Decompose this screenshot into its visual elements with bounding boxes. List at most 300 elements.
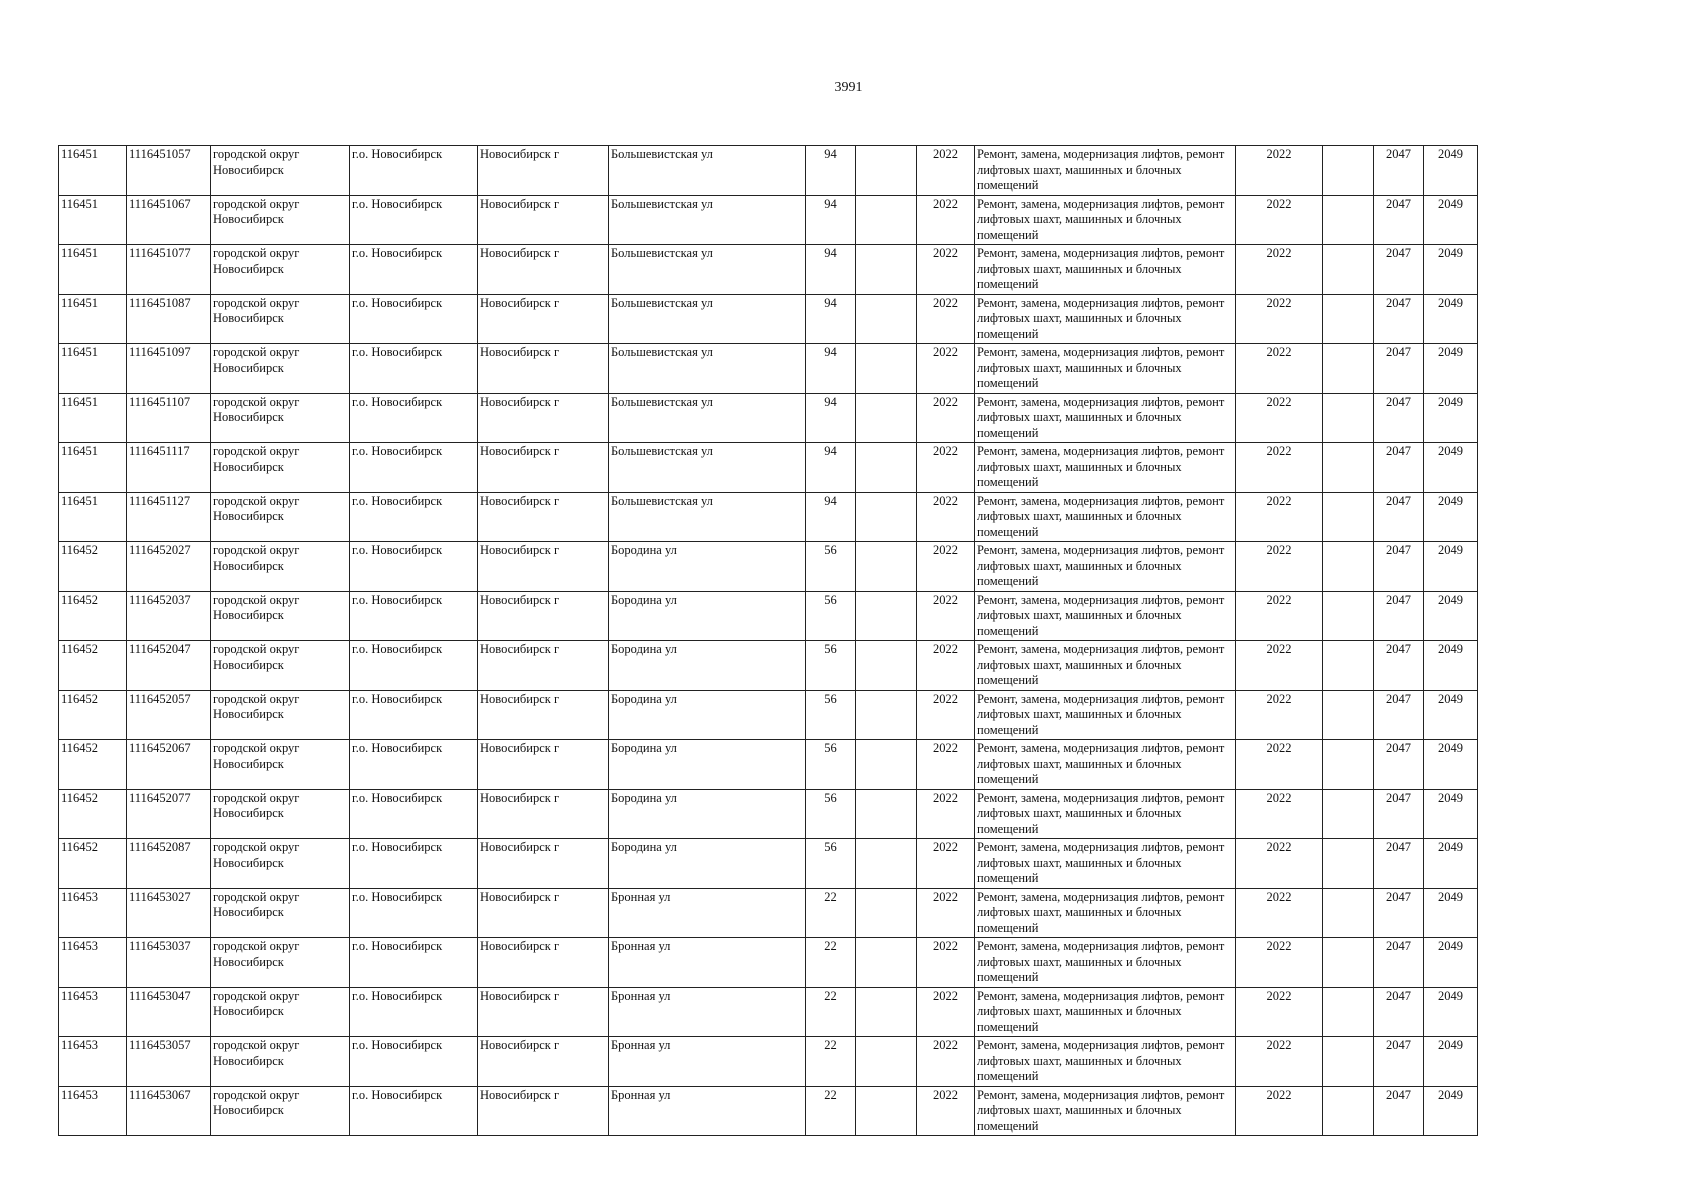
table-row	[59, 1037, 1478, 1087]
table-row	[59, 987, 1478, 1037]
cell-work-type: Ремонт, замена, модернизация лифтов, ремонт лифтовых шахт, машинных и блочных помещений	[975, 1037, 1236, 1087]
cell-building	[856, 492, 917, 542]
cell-period-end: 2049	[1424, 938, 1478, 988]
cell-house-id: 1116452087	[127, 839, 211, 889]
cell-street: Большевистская ул	[609, 443, 806, 493]
cell-period-end: 2049	[1424, 690, 1478, 740]
cell-house-number: 94	[806, 195, 856, 245]
cell-period-start: 2047	[1374, 987, 1424, 1037]
cell-reserved	[1323, 344, 1374, 394]
cell-house-group-id: 116453	[59, 888, 127, 938]
cell-period-start: 2047	[1374, 888, 1424, 938]
cell-building	[856, 1086, 917, 1136]
cell-plan-year: 2022	[1236, 591, 1323, 641]
cell-street: Бородина ул	[609, 740, 806, 790]
cell-work-type: Ремонт, замена, модернизация лифтов, ремонт лифтовых шахт, машинных и блочных помещений	[975, 443, 1236, 493]
cell-building	[856, 690, 917, 740]
cell-work-type: Ремонт, замена, модернизация лифтов, ремонт лифтовых шахт, машинных и блочных помещений	[975, 690, 1236, 740]
cell-year-built: 2022	[917, 344, 975, 394]
table-row	[59, 195, 1478, 245]
cell-reserved	[1323, 591, 1374, 641]
cell-house-group-id: 116452	[59, 839, 127, 889]
cell-work-type: Ремонт, замена, модернизация лифтов, ремонт лифтовых шахт, машинных и блочных помещений	[975, 294, 1236, 344]
cell-year-built: 2022	[917, 591, 975, 641]
cell-work-type: Ремонт, замена, модернизация лифтов, ремонт лифтовых шахт, машинных и блочных помещений	[975, 641, 1236, 691]
cell-municipal-district: г.о. Новосибирск	[350, 492, 478, 542]
cell-house-number: 56	[806, 690, 856, 740]
cell-house-id: 1116453037	[127, 938, 211, 988]
cell-house-number: 22	[806, 1086, 856, 1136]
cell-reserved	[1323, 641, 1374, 691]
table-row	[59, 344, 1478, 394]
cell-period-start: 2047	[1374, 591, 1424, 641]
registry-table	[58, 145, 1478, 1136]
cell-street: Бронная ул	[609, 938, 806, 988]
cell-reserved	[1323, 443, 1374, 493]
cell-house-group-id: 116451	[59, 393, 127, 443]
cell-house-id: 1116453047	[127, 987, 211, 1037]
cell-house-group-id: 116451	[59, 492, 127, 542]
cell-municipality: городской округ Новосибирск	[211, 987, 350, 1037]
cell-locality: Новосибирск г	[478, 938, 609, 988]
cell-year-built: 2022	[917, 641, 975, 691]
cell-plan-year: 2022	[1236, 789, 1323, 839]
cell-house-id: 1116452047	[127, 641, 211, 691]
cell-year-built: 2022	[917, 1086, 975, 1136]
cell-house-group-id: 116453	[59, 987, 127, 1037]
table-row	[59, 542, 1478, 592]
cell-house-group-id: 116452	[59, 690, 127, 740]
cell-building	[856, 839, 917, 889]
cell-house-number: 22	[806, 1037, 856, 1087]
cell-house-group-id: 116451	[59, 294, 127, 344]
cell-house-number: 94	[806, 393, 856, 443]
cell-reserved	[1323, 987, 1374, 1037]
cell-house-group-id: 116451	[59, 146, 127, 196]
cell-plan-year: 2022	[1236, 542, 1323, 592]
cell-house-group-id: 116451	[59, 245, 127, 295]
cell-street: Большевистская ул	[609, 492, 806, 542]
cell-locality: Новосибирск г	[478, 789, 609, 839]
cell-period-start: 2047	[1374, 294, 1424, 344]
cell-work-type: Ремонт, замена, модернизация лифтов, ремонт лифтовых шахт, машинных и блочных помещений	[975, 938, 1236, 988]
cell-house-number: 22	[806, 888, 856, 938]
cell-reserved	[1323, 1037, 1374, 1087]
cell-municipal-district: г.о. Новосибирск	[350, 641, 478, 691]
cell-locality: Новосибирск г	[478, 393, 609, 443]
cell-period-end: 2049	[1424, 492, 1478, 542]
cell-house-group-id: 116453	[59, 1086, 127, 1136]
table-row	[59, 591, 1478, 641]
cell-municipal-district: г.о. Новосибирск	[350, 1086, 478, 1136]
cell-year-built: 2022	[917, 888, 975, 938]
cell-period-start: 2047	[1374, 443, 1424, 493]
cell-reserved	[1323, 542, 1374, 592]
cell-year-built: 2022	[917, 393, 975, 443]
cell-plan-year: 2022	[1236, 393, 1323, 443]
cell-plan-year: 2022	[1236, 839, 1323, 889]
cell-house-number: 56	[806, 839, 856, 889]
cell-reserved	[1323, 195, 1374, 245]
cell-house-id: 1116453057	[127, 1037, 211, 1087]
table-row	[59, 938, 1478, 988]
cell-municipality: городской округ Новосибирск	[211, 641, 350, 691]
cell-locality: Новосибирск г	[478, 1037, 609, 1087]
cell-street: Большевистская ул	[609, 245, 806, 295]
cell-building	[856, 294, 917, 344]
cell-building	[856, 393, 917, 443]
cell-locality: Новосибирск г	[478, 195, 609, 245]
cell-building	[856, 987, 917, 1037]
cell-municipality: городской округ Новосибирск	[211, 740, 350, 790]
cell-house-id: 1116451057	[127, 146, 211, 196]
cell-plan-year: 2022	[1236, 492, 1323, 542]
cell-plan-year: 2022	[1236, 294, 1323, 344]
table-row	[59, 1086, 1478, 1136]
cell-locality: Новосибирск г	[478, 443, 609, 493]
cell-reserved	[1323, 888, 1374, 938]
cell-year-built: 2022	[917, 195, 975, 245]
table-row	[59, 740, 1478, 790]
cell-period-start: 2047	[1374, 542, 1424, 592]
cell-period-end: 2049	[1424, 591, 1478, 641]
cell-municipality: городской округ Новосибирск	[211, 443, 350, 493]
table-row	[59, 492, 1478, 542]
cell-plan-year: 2022	[1236, 146, 1323, 196]
cell-house-group-id: 116451	[59, 443, 127, 493]
cell-municipal-district: г.о. Новосибирск	[350, 789, 478, 839]
cell-period-start: 2047	[1374, 1037, 1424, 1087]
cell-period-start: 2047	[1374, 690, 1424, 740]
cell-house-id: 1116452067	[127, 740, 211, 790]
cell-year-built: 2022	[917, 146, 975, 196]
cell-street: Бородина ул	[609, 542, 806, 592]
cell-house-id: 1116453067	[127, 1086, 211, 1136]
cell-year-built: 2022	[917, 542, 975, 592]
cell-reserved	[1323, 740, 1374, 790]
cell-plan-year: 2022	[1236, 443, 1323, 493]
cell-house-group-id: 116452	[59, 591, 127, 641]
cell-municipality: городской округ Новосибирск	[211, 888, 350, 938]
cell-municipality: городской округ Новосибирск	[211, 492, 350, 542]
cell-work-type: Ремонт, замена, модернизация лифтов, ремонт лифтовых шахт, машинных и блочных помещений	[975, 740, 1236, 790]
cell-reserved	[1323, 294, 1374, 344]
cell-building	[856, 789, 917, 839]
cell-plan-year: 2022	[1236, 245, 1323, 295]
cell-municipal-district: г.о. Новосибирск	[350, 938, 478, 988]
cell-house-number: 94	[806, 294, 856, 344]
cell-house-number: 22	[806, 938, 856, 988]
cell-municipality: городской округ Новосибирск	[211, 1037, 350, 1087]
cell-work-type: Ремонт, замена, модернизация лифтов, ремонт лифтовых шахт, машинных и блочных помещений	[975, 591, 1236, 641]
cell-municipal-district: г.о. Новосибирск	[350, 690, 478, 740]
cell-house-number: 56	[806, 591, 856, 641]
cell-municipal-district: г.о. Новосибирск	[350, 344, 478, 394]
cell-reserved	[1323, 938, 1374, 988]
table-body	[59, 146, 1478, 1136]
cell-building	[856, 641, 917, 691]
cell-plan-year: 2022	[1236, 938, 1323, 988]
cell-municipality: городской округ Новосибирск	[211, 245, 350, 295]
table-row	[59, 294, 1478, 344]
cell-plan-year: 2022	[1236, 690, 1323, 740]
cell-period-start: 2047	[1374, 245, 1424, 295]
cell-house-id: 1116452037	[127, 591, 211, 641]
cell-locality: Новосибирск г	[478, 888, 609, 938]
cell-building	[856, 443, 917, 493]
cell-reserved	[1323, 393, 1374, 443]
cell-period-start: 2047	[1374, 146, 1424, 196]
cell-house-number: 22	[806, 987, 856, 1037]
cell-period-start: 2047	[1374, 492, 1424, 542]
cell-house-id: 1116451067	[127, 195, 211, 245]
cell-year-built: 2022	[917, 740, 975, 790]
cell-house-number: 94	[806, 146, 856, 196]
cell-street: Большевистская ул	[609, 344, 806, 394]
cell-street: Большевистская ул	[609, 294, 806, 344]
cell-house-id: 1116452057	[127, 690, 211, 740]
cell-building	[856, 146, 917, 196]
cell-street: Бородина ул	[609, 641, 806, 691]
cell-period-end: 2049	[1424, 839, 1478, 889]
cell-work-type: Ремонт, замена, модернизация лифтов, ремонт лифтовых шахт, машинных и блочных помещений	[975, 1086, 1236, 1136]
cell-street: Бронная ул	[609, 888, 806, 938]
cell-house-id: 1116451077	[127, 245, 211, 295]
cell-period-end: 2049	[1424, 443, 1478, 493]
cell-municipal-district: г.о. Новосибирск	[350, 443, 478, 493]
cell-municipality: городской округ Новосибирск	[211, 542, 350, 592]
cell-house-number: 56	[806, 641, 856, 691]
cell-house-id: 1116451087	[127, 294, 211, 344]
cell-municipal-district: г.о. Новосибирск	[350, 1037, 478, 1087]
cell-municipal-district: г.о. Новосибирск	[350, 146, 478, 196]
cell-work-type: Ремонт, замена, модернизация лифтов, ремонт лифтовых шахт, машинных и блочных помещений	[975, 888, 1236, 938]
cell-house-group-id: 116453	[59, 1037, 127, 1087]
cell-house-group-id: 116452	[59, 740, 127, 790]
cell-locality: Новосибирск г	[478, 987, 609, 1037]
table-row	[59, 146, 1478, 196]
cell-building	[856, 740, 917, 790]
cell-street: Большевистская ул	[609, 146, 806, 196]
cell-house-id: 1116451097	[127, 344, 211, 394]
cell-municipality: городской округ Новосибирск	[211, 789, 350, 839]
cell-locality: Новосибирск г	[478, 542, 609, 592]
cell-period-start: 2047	[1374, 195, 1424, 245]
cell-municipal-district: г.о. Новосибирск	[350, 294, 478, 344]
cell-plan-year: 2022	[1236, 641, 1323, 691]
cell-period-end: 2049	[1424, 740, 1478, 790]
cell-street: Бронная ул	[609, 1086, 806, 1136]
table-row	[59, 888, 1478, 938]
cell-house-id: 1116451107	[127, 393, 211, 443]
cell-municipal-district: г.о. Новосибирск	[350, 245, 478, 295]
cell-house-number: 94	[806, 245, 856, 295]
cell-plan-year: 2022	[1236, 1086, 1323, 1136]
cell-period-end: 2049	[1424, 1037, 1478, 1087]
cell-period-end: 2049	[1424, 1086, 1478, 1136]
cell-house-number: 94	[806, 443, 856, 493]
cell-year-built: 2022	[917, 690, 975, 740]
cell-work-type: Ремонт, замена, модернизация лифтов, ремонт лифтовых шахт, машинных и блочных помещений	[975, 195, 1236, 245]
cell-municipality: городской округ Новосибирск	[211, 195, 350, 245]
cell-plan-year: 2022	[1236, 1037, 1323, 1087]
cell-municipality: городской округ Новосибирск	[211, 591, 350, 641]
cell-municipality: городской округ Новосибирск	[211, 1086, 350, 1136]
cell-work-type: Ремонт, замена, модернизация лифтов, ремонт лифтовых шахт, машинных и блочных помещений	[975, 987, 1236, 1037]
cell-building	[856, 195, 917, 245]
cell-period-start: 2047	[1374, 641, 1424, 691]
table-row	[59, 443, 1478, 493]
cell-locality: Новосибирск г	[478, 839, 609, 889]
cell-year-built: 2022	[917, 294, 975, 344]
cell-street: Бронная ул	[609, 1037, 806, 1087]
cell-house-group-id: 116452	[59, 641, 127, 691]
cell-year-built: 2022	[917, 839, 975, 889]
cell-municipal-district: г.о. Новосибирск	[350, 987, 478, 1037]
table-row	[59, 393, 1478, 443]
cell-house-number: 94	[806, 492, 856, 542]
cell-building	[856, 344, 917, 394]
cell-municipal-district: г.о. Новосибирск	[350, 591, 478, 641]
cell-reserved	[1323, 146, 1374, 196]
cell-locality: Новосибирск г	[478, 344, 609, 394]
cell-reserved	[1323, 839, 1374, 889]
cell-reserved	[1323, 789, 1374, 839]
cell-period-start: 2047	[1374, 1086, 1424, 1136]
cell-year-built: 2022	[917, 987, 975, 1037]
cell-plan-year: 2022	[1236, 888, 1323, 938]
cell-street: Бородина ул	[609, 591, 806, 641]
cell-period-end: 2049	[1424, 294, 1478, 344]
cell-work-type: Ремонт, замена, модернизация лифтов, ремонт лифтовых шахт, машинных и блочных помещений	[975, 245, 1236, 295]
cell-municipality: городской округ Новосибирск	[211, 839, 350, 889]
cell-locality: Новосибирск г	[478, 245, 609, 295]
cell-work-type: Ремонт, замена, модернизация лифтов, ремонт лифтовых шахт, машинных и блочных помещений	[975, 542, 1236, 592]
table-row	[59, 839, 1478, 889]
cell-period-start: 2047	[1374, 344, 1424, 394]
cell-plan-year: 2022	[1236, 195, 1323, 245]
cell-municipal-district: г.о. Новосибирск	[350, 393, 478, 443]
cell-locality: Новосибирск г	[478, 146, 609, 196]
cell-house-group-id: 116453	[59, 938, 127, 988]
cell-year-built: 2022	[917, 938, 975, 988]
cell-building	[856, 591, 917, 641]
cell-reserved	[1323, 492, 1374, 542]
table-row	[59, 690, 1478, 740]
cell-building	[856, 938, 917, 988]
cell-municipality: городской округ Новосибирск	[211, 146, 350, 196]
cell-plan-year: 2022	[1236, 344, 1323, 394]
cell-locality: Новосибирск г	[478, 492, 609, 542]
cell-year-built: 2022	[917, 492, 975, 542]
cell-work-type: Ремонт, замена, модернизация лифтов, ремонт лифтовых шахт, машинных и блочных помещений	[975, 839, 1236, 889]
cell-house-number: 56	[806, 542, 856, 592]
cell-municipal-district: г.о. Новосибирск	[350, 542, 478, 592]
cell-period-end: 2049	[1424, 888, 1478, 938]
cell-house-id: 1116452027	[127, 542, 211, 592]
cell-municipal-district: г.о. Новосибирск	[350, 888, 478, 938]
cell-period-end: 2049	[1424, 146, 1478, 196]
cell-period-end: 2049	[1424, 789, 1478, 839]
cell-year-built: 2022	[917, 443, 975, 493]
cell-work-type: Ремонт, замена, модернизация лифтов, ремонт лифтовых шахт, машинных и блочных помещений	[975, 492, 1236, 542]
cell-building	[856, 1037, 917, 1087]
cell-year-built: 2022	[917, 789, 975, 839]
cell-street: Бронная ул	[609, 987, 806, 1037]
cell-period-start: 2047	[1374, 393, 1424, 443]
cell-period-start: 2047	[1374, 839, 1424, 889]
cell-year-built: 2022	[917, 245, 975, 295]
cell-municipality: городской округ Новосибирск	[211, 393, 350, 443]
cell-period-end: 2049	[1424, 641, 1478, 691]
cell-locality: Новосибирск г	[478, 740, 609, 790]
cell-municipal-district: г.о. Новосибирск	[350, 195, 478, 245]
cell-period-end: 2049	[1424, 542, 1478, 592]
cell-plan-year: 2022	[1236, 740, 1323, 790]
cell-locality: Новосибирск г	[478, 690, 609, 740]
cell-period-end: 2049	[1424, 393, 1478, 443]
cell-period-end: 2049	[1424, 987, 1478, 1037]
cell-house-id: 1116453027	[127, 888, 211, 938]
cell-street: Бородина ул	[609, 789, 806, 839]
cell-reserved	[1323, 245, 1374, 295]
table-row	[59, 245, 1478, 295]
cell-locality: Новосибирск г	[478, 641, 609, 691]
cell-municipality: городской округ Новосибирск	[211, 344, 350, 394]
cell-house-id: 1116451117	[127, 443, 211, 493]
cell-period-start: 2047	[1374, 789, 1424, 839]
cell-work-type: Ремонт, замена, модернизация лифтов, ремонт лифтовых шахт, машинных и блочных помещений	[975, 344, 1236, 394]
cell-municipal-district: г.о. Новосибирск	[350, 839, 478, 889]
cell-municipal-district: г.о. Новосибирск	[350, 740, 478, 790]
cell-house-group-id: 116452	[59, 789, 127, 839]
cell-locality: Новосибирск г	[478, 591, 609, 641]
cell-house-number: 56	[806, 740, 856, 790]
cell-period-end: 2049	[1424, 344, 1478, 394]
cell-period-start: 2047	[1374, 938, 1424, 988]
cell-house-group-id: 116451	[59, 195, 127, 245]
cell-locality: Новосибирск г	[478, 1086, 609, 1136]
cell-period-end: 2049	[1424, 195, 1478, 245]
cell-municipality: городской округ Новосибирск	[211, 690, 350, 740]
cell-house-id: 1116451127	[127, 492, 211, 542]
cell-municipality: городской округ Новосибирск	[211, 294, 350, 344]
cell-year-built: 2022	[917, 1037, 975, 1087]
cell-plan-year: 2022	[1236, 987, 1323, 1037]
cell-period-start: 2047	[1374, 740, 1424, 790]
cell-building	[856, 245, 917, 295]
cell-house-number: 56	[806, 789, 856, 839]
cell-building	[856, 888, 917, 938]
cell-house-group-id: 116452	[59, 542, 127, 592]
cell-street: Бородина ул	[609, 690, 806, 740]
cell-street: Большевистская ул	[609, 195, 806, 245]
cell-municipality: городской округ Новосибирск	[211, 938, 350, 988]
cell-work-type: Ремонт, замена, модернизация лифтов, ремонт лифтовых шахт, машинных и блочных помещений	[975, 789, 1236, 839]
cell-house-number: 94	[806, 344, 856, 394]
cell-reserved	[1323, 690, 1374, 740]
cell-house-id: 1116452077	[127, 789, 211, 839]
cell-work-type: Ремонт, замена, модернизация лифтов, ремонт лифтовых шахт, машинных и блочных помещений	[975, 146, 1236, 196]
cell-work-type: Ремонт, замена, модернизация лифтов, ремонт лифтовых шахт, машинных и блочных помещений	[975, 393, 1236, 443]
cell-street: Бородина ул	[609, 839, 806, 889]
cell-locality: Новосибирск г	[478, 294, 609, 344]
cell-period-end: 2049	[1424, 245, 1478, 295]
cell-house-group-id: 116451	[59, 344, 127, 394]
table-row	[59, 789, 1478, 839]
cell-reserved	[1323, 1086, 1374, 1136]
cell-building	[856, 542, 917, 592]
